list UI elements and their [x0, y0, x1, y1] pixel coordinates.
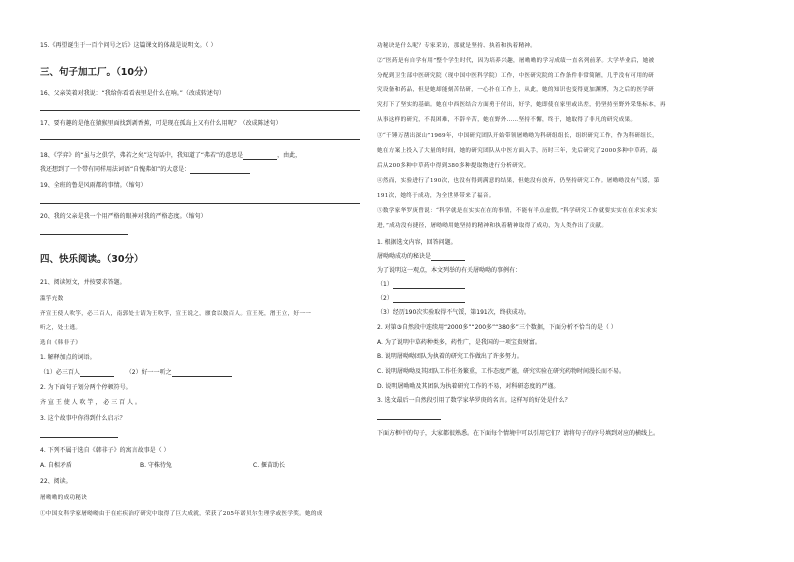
question-18a-end: ，由此， [277, 152, 302, 159]
option-c[interactable]: C. 说明屠呦呦及其团队工作任务繁重，工作态度严谨，研究实验在研究药物时间漫长而不易。 [377, 368, 626, 375]
option-a[interactable]: A. 为了说明中草药种类多，药性广，是我国的一项宝贵财富。 [377, 339, 541, 346]
passage-2-line: ②“医药是有自学有用”整个学生时代，因为培养兴趣，屠呦呦的学习成绩一直名列前茅。大学毕业后，她被 [377, 58, 655, 64]
passage-2-line: 功秘诀是什么呢？专家采访，那就是坚持、执着和执着精神。 [377, 43, 537, 49]
answer-line[interactable] [377, 419, 441, 420]
question-18a [40, 152, 301, 160]
option-a[interactable]: A. 自相矛盾 [40, 462, 72, 469]
reading-question-3: 3. 选文最后一自然段引用了数学家华罗庚的名言。这样写的好处是什么？ [377, 397, 571, 404]
reading-question-1-examples: 为了说明这一观点，本文列举的有关屠呦呦的事例有： [377, 267, 522, 274]
option-c[interactable]: C. 揠苗助长 [253, 462, 286, 469]
question-18b-text: 我还想到了一个带有同样用法词语“自愧弗如”的大意是： [40, 166, 191, 173]
blank-field[interactable] [431, 254, 465, 261]
passage-source: 选自《韩非子》 [40, 340, 82, 346]
sub-question-1: 1. 解释加点的词语。 [40, 354, 96, 361]
passage-2-line: ⑤数学家华罗庚曾说：“科学就是在实实在在的事情，不能有半点虚假，”科学研究工作就要实实在在求实求实 [377, 208, 658, 214]
reading-question-4: 下面方框中的句子，大家都很熟悉。在下面每个情境中可以引用它们？请将句子的序号填到对应的横线上。 [377, 430, 660, 437]
reading-question-2: 2. 对第③自然段中连续用“2000多”“200多”“380多”三个数据，下面分析不恰当的是（ ） [377, 324, 617, 331]
answer-line[interactable] [40, 437, 118, 438]
passage-line: 听之，处士逃。 [40, 325, 82, 331]
question-15: 15.《再望诞生于一百个问号之后》这篇课文的体裁是说明文。（ ） [40, 42, 217, 49]
question-16: 16、父亲笑着对我说：“我给你看看表里是什么在响。”（改成转述句） [40, 90, 225, 97]
answer-line[interactable] [40, 110, 360, 111]
sub-question-3: 3. 这个故事中你得到什么启示？ [40, 415, 126, 422]
answer-line[interactable] [40, 203, 360, 204]
example-3: （3）经历190次实验取得不气馁，第191次，终获成功。 [377, 309, 530, 316]
passage-2-line: 后从200多种中草药中得到380多种提取物进行分析研究。 [377, 163, 530, 169]
example-1-label: （1） [377, 281, 393, 288]
passage-line: 齐宣王使人吹竽，必三百人，南郭处士请为王吹竽，宣王说之，廪食以数百人。宣王死，湣王立，好一一 [40, 311, 312, 317]
question-18b [40, 166, 250, 174]
passage-2-line: 究设备和药品，但是她却能刻苦钻研，一心扑在工作上，从此，她的知识也变得更加渊博，为之后的医学研 [377, 87, 655, 93]
section-4-heading: 四、快乐阅读。（30分） [40, 254, 144, 265]
option-d[interactable]: D. 说明屠呦呦及其团队为执着研究工作的不易，对科研态度的严谨。 [377, 383, 560, 390]
passage-2-line: ①中国女科学家屠呦呦由于在疟疾治疗研究中取得了巨大成就，荣获了205年诺贝尔生理学或医学奖。她的成 [40, 511, 323, 517]
sub-question-1a [40, 369, 232, 377]
passage-2-line: 从事这样的研究，不畏困难，不辞辛苦，她在野外……坚持不懈，终于，她取得了非凡的研究成果。 [377, 117, 637, 123]
question-22: 22、阅读。 [40, 478, 72, 485]
blank-field[interactable] [80, 370, 114, 377]
passage-2-line: 究打下了坚实的基础。她在中西医结合方面勇于付出，好学，她即使在家里或出差，仍坚持至野外采集标本，再 [377, 102, 666, 108]
option-b[interactable]: B. 守株待兔 [140, 462, 172, 469]
example-2 [377, 295, 465, 303]
right-column [377, 0, 794, 562]
reading-question-1-stem [377, 253, 465, 261]
reading-question-1: 1. 根据选文内容，回答问题。 [377, 239, 457, 246]
question-17: 17、要有趣的是他在猿猴里面找到剥香蕉，可是现在孤岛上又有什么用呢？（改成陈述句） [40, 120, 282, 127]
passage-2-title: 屠呦呦的成功秘诀 [40, 495, 88, 501]
sub-question-4: 4. 下列不属于选自《韩非子》的寓言故事是（ ） [40, 447, 170, 454]
sub-question-2: 2. 为下面句子划分两个停顿符号。 [40, 384, 132, 391]
blank-field[interactable] [190, 167, 250, 174]
blank-field[interactable] [393, 296, 465, 303]
question-18a-text: 18、《学弈》的“虽与之俱学，弗若之矣”这句话中，我知道了“弗若”的意思是 [40, 152, 244, 159]
passage-2-line: 分配到卫生部中医研究院（现中国中医科学院）工作，中医研究院的工作条件非常简陋，几乎没有可用的研 [377, 73, 655, 79]
blank-field[interactable] [243, 153, 277, 160]
blank-field[interactable] [393, 282, 465, 289]
passage-2-line: 她在方案上投入了大量的时间，她的研究团队从中医方面入手，历时三年，先后研究了2000多种中草药，最 [377, 148, 658, 154]
option-b[interactable]: B. 说明屠呦呦团队为执着的研究工作做出了许多努力。 [377, 353, 523, 360]
answer-line[interactable] [40, 234, 128, 235]
sub-question-1a-text: （1）必三百人 [40, 369, 80, 376]
passage-2-line: ④然而，实验进行了190次，也没有得到满意的结果，但她没有放弃，仍坚持研究工作。屠呦呦没有气馁，第 [377, 178, 660, 184]
sub-question-1b-text: （2）好一一听之 [125, 369, 172, 376]
sentence-to-divide: 齐 宣 王 使 人 吹 竽 ， 必 三 百 人 。 [40, 399, 141, 406]
reading-question-1-stem-text: 屠呦呦成功的秘诀是 [377, 253, 432, 260]
passage-2-line: 191次，她终于成功，为全世界带来了福音。 [377, 193, 495, 199]
passage-2-line: ③“千锤万凿出深山”1969年，中国研究团队开始带领屠呦呦为科研组组长，组织研究工作，作为科研组长， [377, 133, 659, 139]
example-2-label: （2） [377, 295, 393, 302]
question-21: 21、阅读短文，并按要求答题。 [40, 279, 126, 286]
question-20: 20、我的父亲是我一个用严格的眼神对我的严格态度。（缩句） [40, 213, 207, 220]
section-3-heading: 三、句子加工厂。（10分） [40, 67, 153, 78]
example-1 [377, 281, 465, 289]
blank-field[interactable] [172, 370, 232, 377]
question-19: 19、全班的鲁是风雨都的事情。（缩句） [40, 182, 147, 189]
passage-2-line: 进，”成功没有捷径，屠呦呦用她坚持的精神和执着精神取得了成功，为人类作出了贡献。 [377, 223, 608, 229]
passage-title: 滥竽充数 [40, 296, 64, 302]
answer-line[interactable] [40, 139, 360, 140]
